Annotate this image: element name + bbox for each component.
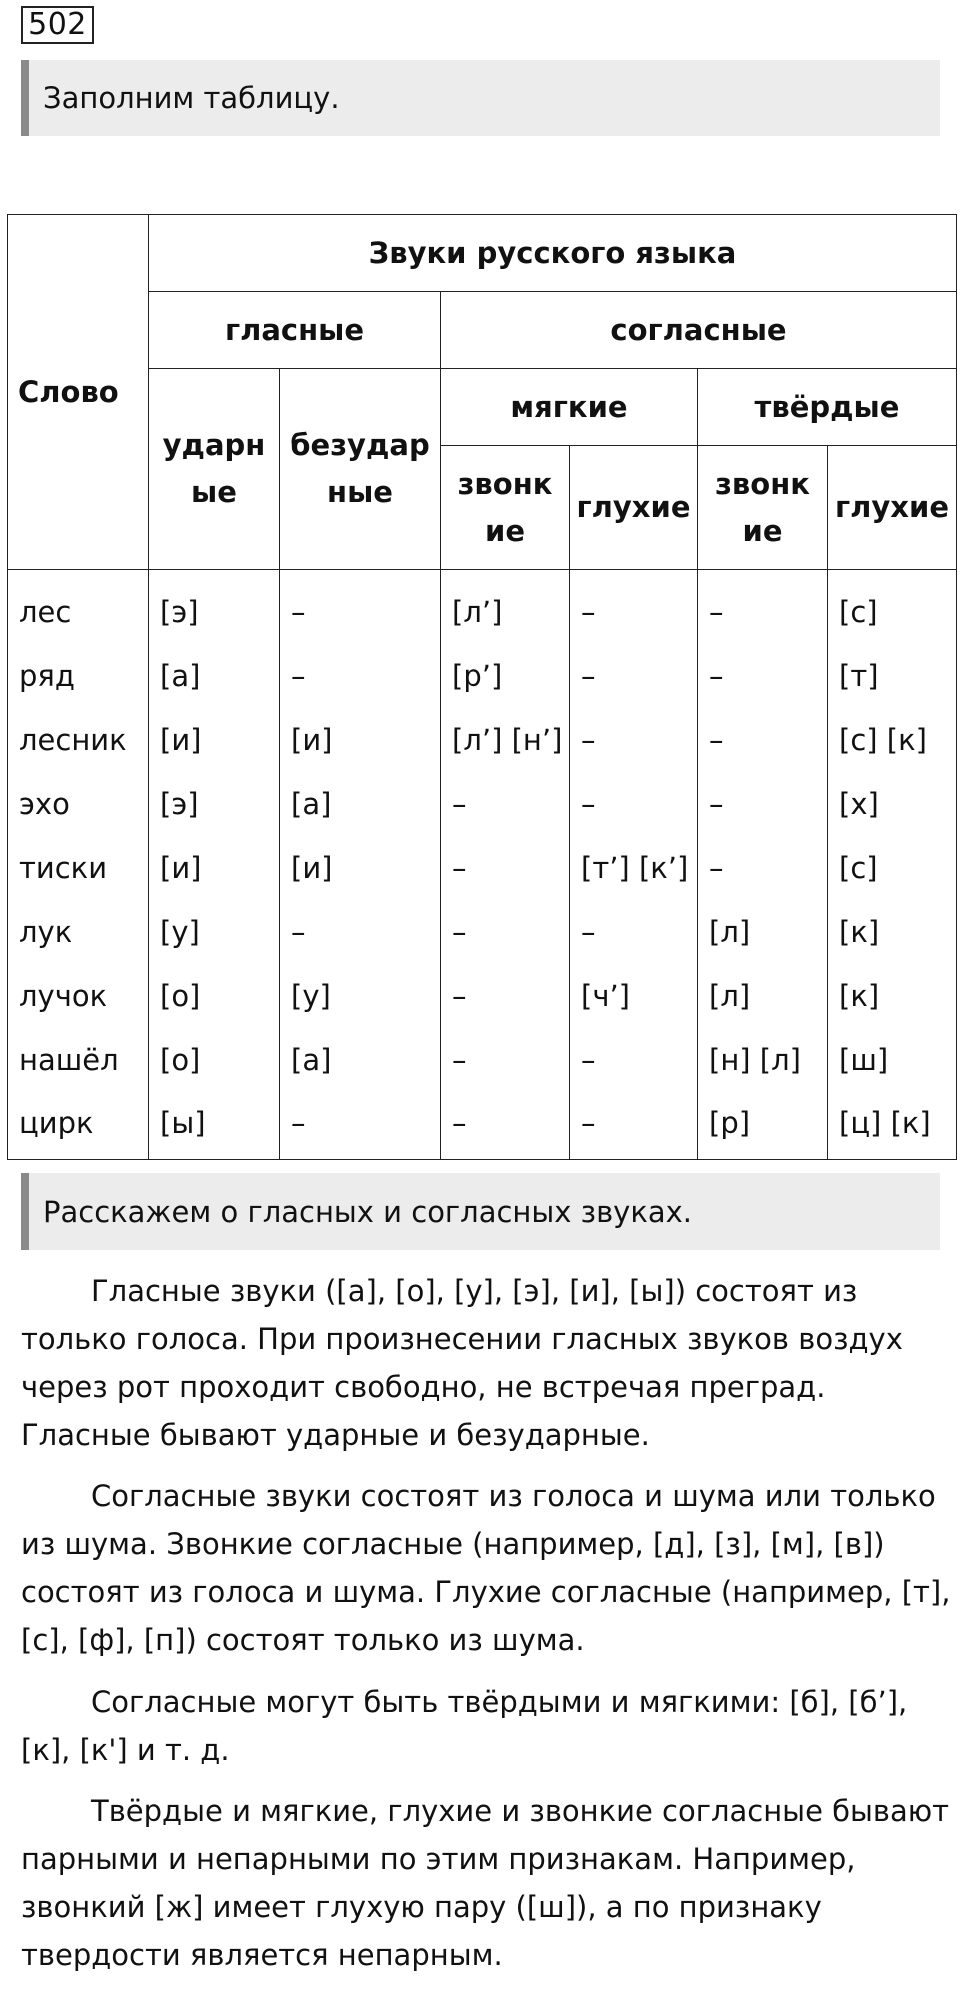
cell-stressed: [ы]: [149, 1092, 280, 1160]
cell-voiceless-soft: –: [570, 644, 698, 708]
cell-voiced-soft: –: [441, 964, 570, 1028]
instruction-note: [21, 60, 940, 136]
cell-stressed: [и]: [149, 836, 280, 900]
header-unstressed: безудар ные: [280, 369, 441, 570]
cell-voiceless-hard: [х]: [828, 772, 957, 836]
cell-stressed: [э]: [149, 772, 280, 836]
header-sounds: Звуки русского языка: [149, 215, 957, 292]
cell-unstressed: [у]: [280, 964, 441, 1028]
cell-word: эхо: [8, 772, 149, 836]
cell-voiceless-soft: –: [570, 1092, 698, 1160]
table-row: [8, 772, 957, 836]
cell-voiced-hard: –: [698, 644, 828, 708]
cell-stressed: [и]: [149, 708, 280, 772]
paragraph-consonants: Согласные звуки состоят из голоса и шума или только из шума. Звонкие согласные (например, [д], [з], [м], [в]) состоят из голоса и шума. Глухие согласные (например, [т], [с], [ф], [п]) состоят только из шума.: [21, 1479, 951, 1657]
header-hard: твёрдые: [698, 369, 957, 446]
cell-unstressed: [и]: [280, 708, 441, 772]
instruction-text: Заполним таблицу.: [43, 81, 340, 115]
section-note-text: Расскажем о гласных и согласных звуках.: [43, 1194, 693, 1229]
cell-word: ряд: [8, 644, 149, 708]
table-row: [8, 1092, 957, 1160]
cell-stressed: [о]: [149, 1028, 280, 1092]
section-note: [21, 1173, 940, 1250]
cell-voiceless-hard: [с]: [828, 836, 957, 900]
cell-voiceless-soft: –: [570, 772, 698, 836]
cell-unstressed: –: [280, 1092, 441, 1160]
cell-voiceless-soft: –: [570, 1028, 698, 1092]
cell-unstressed: –: [280, 570, 441, 644]
cell-word: нашёл: [8, 1028, 149, 1092]
cell-voiced-soft: [л’] [н’]: [441, 708, 570, 772]
table-row: [8, 836, 957, 900]
paragraph-pairs: Твёрдые и мягкие, глухие и звонкие согласные бывают парными и непарными по этим признакам. Например, звонкий [ж] имеет глухую пару ([ш]), а по признаку твердости является непарным.: [21, 1794, 950, 1972]
cell-word: цирк: [8, 1092, 149, 1160]
table-row: [8, 570, 957, 644]
cell-voiceless-hard: [к]: [828, 964, 957, 1028]
cell-unstressed: [и]: [280, 836, 441, 900]
cell-voiceless-hard: [с] [к]: [828, 708, 957, 772]
paragraph-hard-soft: Согласные могут быть твёрдыми и мягкими: [б], [б’], [к], [к'] и т. д.: [21, 1685, 908, 1767]
header-voiceless-hard: глухие: [828, 446, 957, 570]
table-row: [8, 964, 957, 1028]
cell-voiced-hard: –: [698, 570, 828, 644]
table-row: [8, 900, 957, 964]
cell-stressed: [э]: [149, 570, 280, 644]
exercise-number: 502: [21, 6, 94, 44]
cell-voiceless-soft: [т’] [к’]: [570, 836, 698, 900]
cell-word: лес: [8, 570, 149, 644]
table-row: [8, 708, 957, 772]
cell-voiceless-hard: [к]: [828, 900, 957, 964]
cell-stressed: [о]: [149, 964, 280, 1028]
cell-voiced-soft: [л’]: [441, 570, 570, 644]
cell-word: лук: [8, 900, 149, 964]
cell-word: тиски: [8, 836, 149, 900]
table-row: [8, 1028, 957, 1092]
header-voiceless-soft: глухие: [570, 446, 698, 570]
header-voiced-hard: звонк ие: [698, 446, 828, 570]
cell-voiced-soft: [р’]: [441, 644, 570, 708]
cell-unstressed: [а]: [280, 772, 441, 836]
cell-voiceless-hard: [с]: [828, 570, 957, 644]
cell-voiceless-soft: –: [570, 570, 698, 644]
cell-voiceless-soft: [ч’]: [570, 964, 698, 1028]
table-body: [8, 570, 957, 1160]
cell-word: лучок: [8, 964, 149, 1028]
cell-stressed: [а]: [149, 644, 280, 708]
cell-voiced-hard: –: [698, 836, 828, 900]
header-stressed: ударн ые: [149, 369, 280, 570]
cell-voiceless-hard: [ш]: [828, 1028, 957, 1092]
cell-unstressed: [а]: [280, 1028, 441, 1092]
cell-voiced-soft: –: [441, 772, 570, 836]
cell-voiceless-hard: [ц] [к]: [828, 1092, 957, 1160]
cell-voiced-hard: [р]: [698, 1092, 828, 1160]
cell-unstressed: –: [280, 644, 441, 708]
cell-voiced-soft: –: [441, 836, 570, 900]
cell-voiceless-soft: –: [570, 900, 698, 964]
cell-stressed: [у]: [149, 900, 280, 964]
paragraph-vowels: Гласные звуки ([а], [о], [у], [э], [и], [ы]) состоят из только голоса. При произнесении гласных звуков воздух через рот проходит свободно, не встречая преград. Гласные бывают ударные и безударные.: [21, 1274, 903, 1452]
cell-voiced-hard: [н] [л]: [698, 1028, 828, 1092]
cell-voiced-hard: –: [698, 772, 828, 836]
header-voiced-soft: звонк ие: [441, 446, 570, 570]
cell-voiced-hard: [л]: [698, 964, 828, 1028]
header-consonants: согласные: [441, 292, 957, 369]
cell-voiceless-hard: [т]: [828, 644, 957, 708]
header-soft: мягкие: [441, 369, 698, 446]
sounds-table: [7, 214, 957, 1160]
cell-voiced-hard: –: [698, 708, 828, 772]
table-row: [8, 644, 957, 708]
cell-voiced-soft: –: [441, 1028, 570, 1092]
cell-voiced-soft: –: [441, 1092, 570, 1160]
cell-word: лесник: [8, 708, 149, 772]
header-vowels: гласные: [149, 292, 441, 369]
cell-unstressed: –: [280, 900, 441, 964]
cell-voiceless-soft: –: [570, 708, 698, 772]
header-word: Слово: [8, 215, 149, 570]
cell-voiced-hard: [л]: [698, 900, 828, 964]
cell-voiced-soft: –: [441, 900, 570, 964]
